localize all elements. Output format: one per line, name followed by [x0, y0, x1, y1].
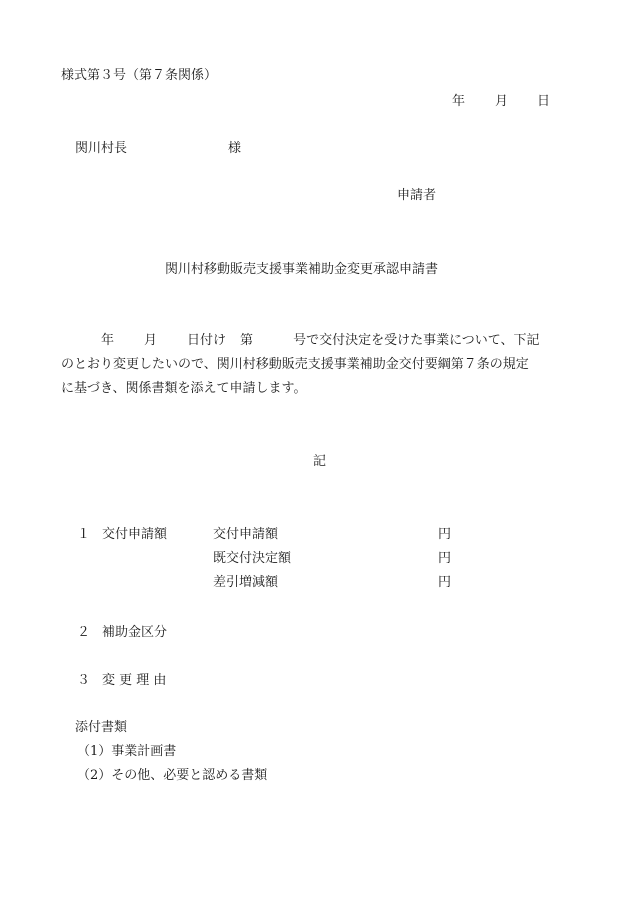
body-line-3: に基づき、関係書類を添えて申請します。: [61, 381, 307, 396]
row-difference-unit: 円: [438, 575, 452, 590]
item3-number: ３: [77, 673, 91, 688]
body-month: 月: [144, 333, 158, 348]
addressee-name: 関川村長: [75, 141, 128, 156]
attachment-text: 事業計画書: [111, 744, 177, 759]
attachments-heading: 添付書類: [75, 720, 128, 735]
document-title: 関川村移動販売支援事業補助金変更承認申請書: [165, 262, 439, 277]
attachment-number: （1）: [77, 744, 112, 759]
applicant-label: 申請者: [397, 188, 437, 203]
row-application-amount-label: 交付申請額: [213, 527, 279, 542]
body-date-suffix: 日付け: [187, 333, 227, 348]
attachment-text: その他、必要と認める書類: [111, 768, 268, 783]
item2-number: ２: [77, 625, 91, 640]
item3-label: 変 更 理 由: [102, 673, 167, 688]
body-paragraph: [61, 329, 581, 401]
body-line-1: [61, 329, 581, 353]
form-number: 様式第３号（第７条関係）: [61, 68, 218, 83]
attachment-item: [77, 744, 176, 760]
row-difference-label: 差引増減額: [213, 575, 279, 590]
row-prior-decision-unit: 円: [438, 551, 452, 566]
item1-number: １: [77, 527, 91, 542]
body-line-2: のとおり変更したいので、関川村移動販売支援事業補助金交付要綱第７条の規定: [61, 357, 529, 372]
attachment-number: （2）: [77, 768, 112, 783]
item2-label: 補助金区分: [102, 625, 168, 640]
addressee-honorific: 様: [228, 141, 242, 156]
body-line-1-rest: 号で交付決定を受けた事業について、下記: [293, 333, 540, 348]
ki-heading: 記: [313, 454, 327, 469]
date-year: 年: [452, 94, 466, 109]
attachment-item: [77, 768, 267, 784]
date-day: 日: [537, 94, 551, 109]
row-application-amount-unit: 円: [438, 527, 452, 542]
body-year: 年: [101, 333, 115, 348]
item1-label: 交付申請額: [102, 527, 168, 542]
row-prior-decision-label: 既交付決定額: [213, 551, 292, 566]
date-month: 月: [495, 94, 509, 109]
body-number-prefix: 第: [240, 333, 254, 348]
